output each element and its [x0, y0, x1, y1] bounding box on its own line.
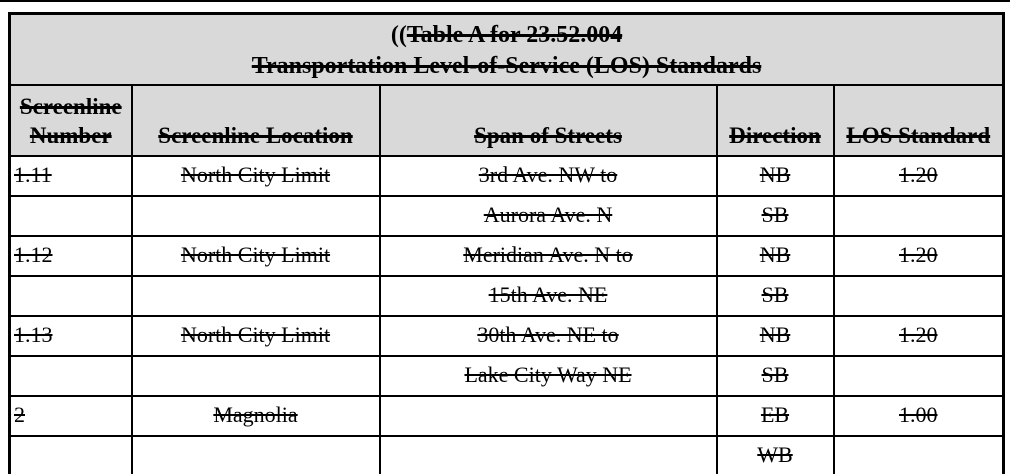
table-row [10, 396, 1004, 436]
table-row [10, 316, 1004, 356]
top-edge-rule [0, 0, 1010, 2]
table-cell [10, 196, 132, 236]
column-header-screenline-number: Screenline Number [10, 85, 132, 156]
table-cell: North City Limit [132, 156, 380, 196]
table-cell: North City Limit [132, 236, 380, 276]
table-cell: Aurora Ave. N [380, 196, 717, 236]
table-cell [10, 276, 132, 316]
table-body [10, 156, 1004, 474]
table-cell: 2 [10, 396, 132, 436]
table-cell: Magnolia [132, 396, 380, 436]
table-cell: 1.11 [10, 156, 132, 196]
column-header-direction: Direction [717, 85, 834, 156]
table-cell: 15th Ave. NE [380, 276, 717, 316]
table-cell [10, 436, 132, 474]
table-cell: SB [717, 356, 834, 396]
table-cell: NB [717, 156, 834, 196]
title-row [10, 14, 1004, 86]
title-text: Table A for 23.52.004 [406, 22, 623, 48]
table-cell: NB [717, 316, 834, 356]
table-cell: WB [717, 436, 834, 474]
column-header-los-standard: LOS Standard [834, 85, 1004, 156]
table-title-line1 [13, 20, 1000, 51]
table-cell: 1.12 [10, 236, 132, 276]
table-cell: Lake City Way NE [380, 356, 717, 396]
table-cell [834, 196, 1004, 236]
header-row [10, 85, 1004, 156]
table-cell [380, 436, 717, 474]
table-cell: 3rd Ave. NW to [380, 156, 717, 196]
table-cell [380, 396, 717, 436]
table-row [10, 156, 1004, 196]
table-cell: North City Limit [132, 316, 380, 356]
table-cell [10, 356, 132, 396]
table-cell: 1.20 [834, 236, 1004, 276]
table-row [10, 276, 1004, 316]
table-cell: NB [717, 236, 834, 276]
table-title-cell [10, 14, 1004, 86]
table-cell [132, 356, 380, 396]
table-cell [132, 436, 380, 474]
table-cell: Meridian Ave. N to [380, 236, 717, 276]
table-cell: 1.20 [834, 316, 1004, 356]
table-cell: 1.20 [834, 156, 1004, 196]
table-cell: SB [717, 276, 834, 316]
column-header-screenline-location: Screenline Location [132, 85, 380, 156]
table-cell [132, 276, 380, 316]
table-cell: 1.13 [10, 316, 132, 356]
table-cell [834, 356, 1004, 396]
table-cell: 1.00 [834, 396, 1004, 436]
table-row [10, 196, 1004, 236]
table-row [10, 236, 1004, 276]
table-row [10, 436, 1004, 474]
table-cell: EB [717, 396, 834, 436]
table-title-line2: Transportation Level-of-Service (LOS) Standards [251, 53, 762, 79]
column-header-span-of-streets: Span of Streets [380, 85, 717, 156]
table-cell [834, 276, 1004, 316]
table-cell [834, 436, 1004, 474]
table-cell [132, 196, 380, 236]
table-row [10, 356, 1004, 396]
title-open-parens: (( [390, 22, 407, 48]
table-cell: 30th Ave. NE to [380, 316, 717, 356]
los-standards-table [8, 12, 1005, 474]
table-cell: SB [717, 196, 834, 236]
